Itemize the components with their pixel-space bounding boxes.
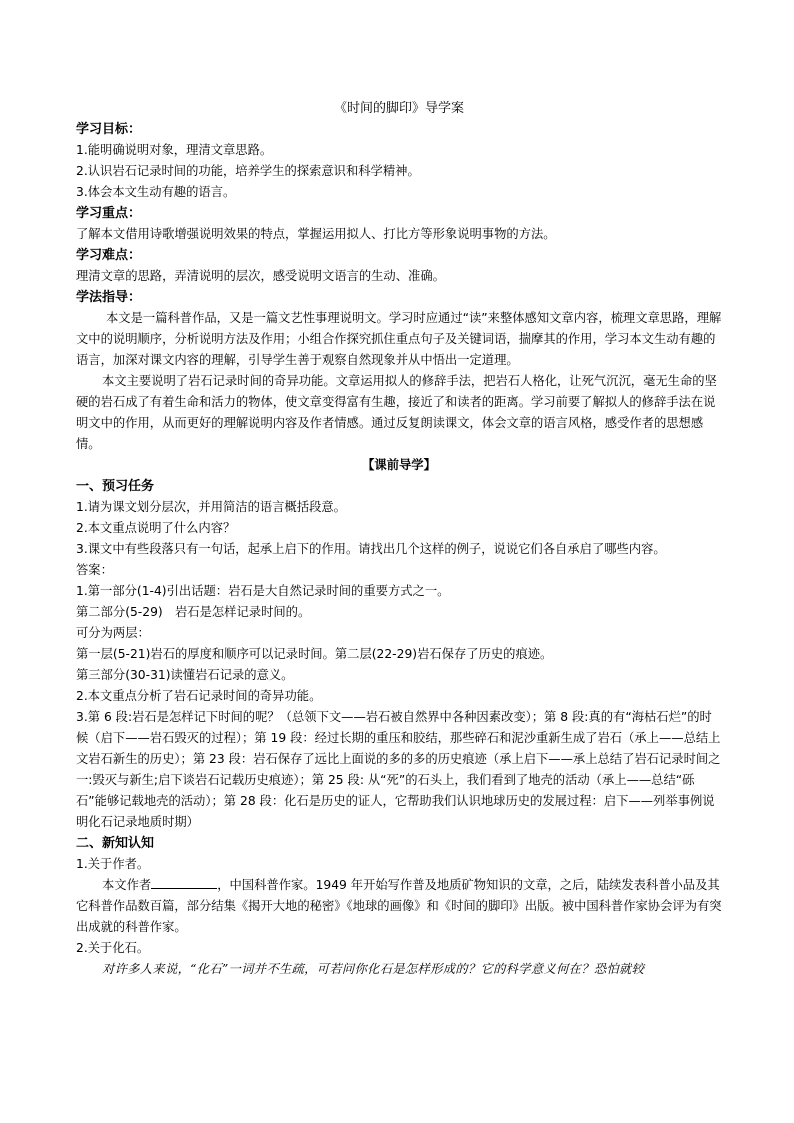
preview-task: 2.本文重点说明了什么内容？ <box>76 521 236 535</box>
answer-line: 第二部分(5-29) 岩石是怎样记录时间的。 <box>76 605 311 619</box>
answer-line: 2.本文重点分析了岩石记录时间的奇异功能。 <box>76 689 322 703</box>
preview-task: 1.请为课文划分层次，并用简洁的语言概括段意。 <box>76 500 346 514</box>
answer-line: 第一层(5-21)岩石的厚度和顺序可以记录时间。第二层(22-29)岩石保存了历史的痕迹。 <box>76 647 553 661</box>
difficulty-text: 理清文章的思路，弄清说明的层次，感受说明文语言的生动、准确。 <box>76 269 445 283</box>
goals-heading: 学习目标： <box>76 122 142 137</box>
answer-line: 1.第一部分(1-4)引出话题：岩石是大自然记录时间的重要方式之一。 <box>76 584 450 598</box>
answer-line: 3.第 6 段:岩石是怎样记下时间的呢？（总领下文——岩石被自然界中各种因素改变）；第 8 段:真的有“海枯石烂”的时候（启下——岩石毁灭的过程）；第 19 段：经过长期的重压和胶结，那些碎石和泥沙重新生成了岩石（承上——总结上文岩石新生的历史）；第 23 段：岩石保存了远比上面说的多的多的历史痕迹（承上启下——承上总结了岩石记录时间之一:毁灭与新生;启下谈岩石记载历史痕迹）；第 25 段: 从“死”的石头上，我们看到了地壳的活动（承上——总结“砾石”能够记载地壳的活动）；第 28 段：化石是历史的证人，它帮助我们认识地球历史的发展过程：启下——列举事例说明化石记录地质时期） <box>76 710 721 829</box>
method-paragraph-1: 本文是一篇科普作品，又是一篇文艺性事理说明文。学习时应通过“读”来整体感知文章内容，梳理文章思路，理解文中的说明顺序，分析说明方法及作用；小组合作探究抓住重点句子及关键词语，揣摩其的作用，学习本文生动有趣的语言，加深对课文内容的理解，引导学生善于观察自然现象并从中悟出一定道理。 <box>76 311 722 367</box>
fossil-heading: 2.关于化石。 <box>76 941 150 955</box>
document-page <box>76 98 722 980</box>
author-heading: 1.关于作者。 <box>76 857 150 871</box>
author-blank[interactable] <box>151 875 217 889</box>
goal-item: 3.体会本文生动有趣的语言。 <box>76 185 236 199</box>
method-heading: 学法指导： <box>76 290 142 305</box>
fossil-text: 对许多人来说，“化石”一词并不生疏，可若问你化石是怎样形成的？它的科学意义何在？恐怕就较 <box>102 962 645 976</box>
author-text-after: ，中国科普作家。1949 年开始写作普及地质矿物知识的文章，之后，陆续发表科普小品及其它科普作品数百篇，部分结集《揭开大地的秘密》《地球的画像》和《时间的脚印》出版。被中国科普作家协会评为有突出成就的科普作家。 <box>76 878 722 934</box>
answer-line: 第三部分(30-31)读懂岩石记录的意义。 <box>76 668 294 682</box>
focus-heading: 学习重点： <box>76 206 142 221</box>
goal-item: 1.能明确说明对象，理清文章思路。 <box>76 143 273 157</box>
document-title: 《时间的脚印》导学案 <box>333 101 464 116</box>
author-text-before: 本文作者 <box>102 878 152 892</box>
goal-item: 2.认识岩石记录时间的功能，培养学生的探索意识和科学精神。 <box>76 164 420 178</box>
difficulty-heading: 学习难点： <box>76 248 142 263</box>
preview-heading: 一、预习任务 <box>76 479 155 494</box>
author-paragraph <box>76 875 722 938</box>
preview-task: 3.课文中有些段落只有一句话，起承上启下的作用。请找出几个这样的例子，说说它们各自承启了哪些内容。 <box>76 542 666 556</box>
answer-label: 答案： <box>76 563 113 577</box>
new-knowledge-heading: 二、新知认知 <box>76 836 155 851</box>
method-paragraph-2: 本文主要说明了岩石记录时间的奇异功能。文章运用拟人的修辞手法，把岩石人格化，让死气沉沉，毫无生命的坚硬的岩石成了有着生命和活力的物体，使文章变得富有生趣，接近了和读者的距离。学习前要了解拟人的修辞手法在说明文中的作用，从而更好的理解说明内容及作者情感。通过反复朗读课文，体会文章的语言风格，感受作者的思想感情。 <box>76 374 717 451</box>
answer-line: 可分为两层： <box>76 626 150 640</box>
preview-section-title: 【课前导学】 <box>362 458 436 472</box>
focus-text: 了解本文借用诗歌增强说明效果的特点，掌握运用拟人、打比方等形象说明事物的方法。 <box>76 227 556 241</box>
